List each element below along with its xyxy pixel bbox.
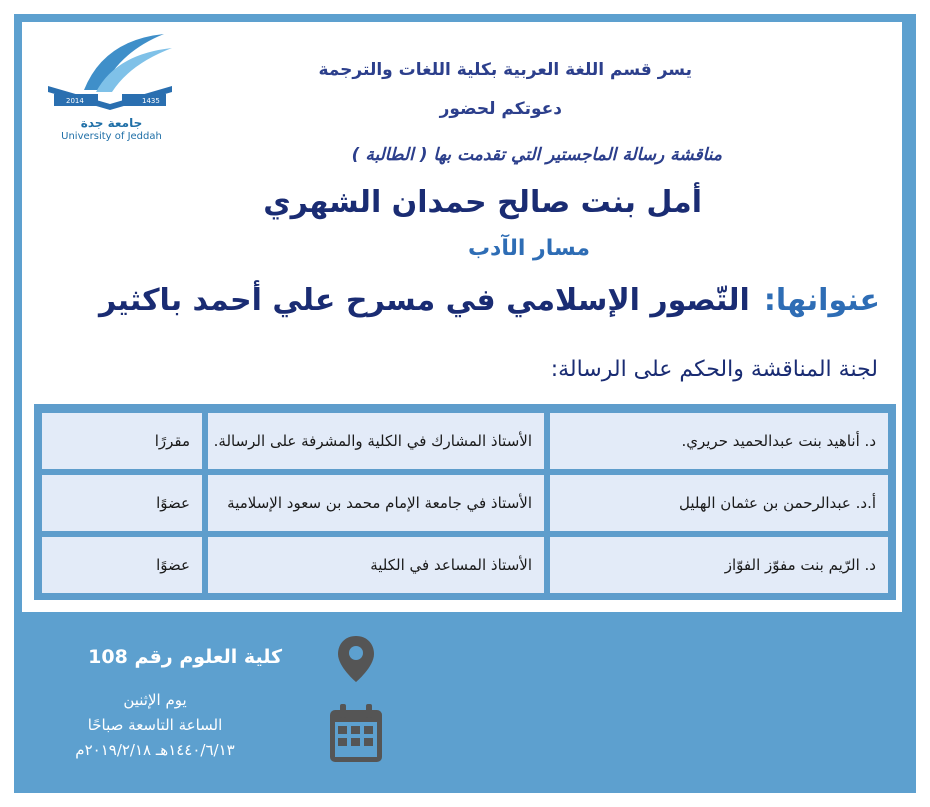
student-name: أمل بنت صالح حمدان الشهري	[263, 185, 702, 220]
thesis-title: التّصور الإسلامي في مسرح علي أحمد باكثير	[98, 283, 750, 318]
table-row	[42, 475, 888, 531]
member-role: عضوًا	[42, 475, 202, 531]
event-day: يوم الإثنين	[123, 691, 187, 709]
thesis-title-line	[99, 283, 880, 318]
location-pin-icon	[336, 634, 376, 684]
logo-english-name: University of Jeddah	[61, 131, 162, 142]
defense-line: مناقشة رسالة الماجستير التي تقدمت بها ( الطالبة )	[351, 145, 722, 165]
member-title: الأستاذ في جامعة الإمام محمد بن سعود الإسلامية	[208, 475, 544, 531]
event-date: ١٤٤٠/٦/١٣هـ ٢٠١٩/٢/١٨م	[75, 741, 235, 759]
track-label: مسار الآدب	[467, 236, 590, 261]
committee-table	[34, 404, 896, 600]
table-row	[42, 413, 888, 469]
department-line: يسر قسم اللغة العربية بكلية اللغات والترجمة	[318, 60, 692, 80]
table-row	[42, 537, 888, 593]
invite-line: دعوتكم لحضور	[439, 99, 562, 119]
logo-year-left: 2014	[66, 97, 84, 105]
thesis-title-label: عنوانها:	[763, 283, 880, 318]
committee-heading: لجنة المناقشة والحكم على الرسالة:	[550, 357, 878, 382]
logo-year-right: 1435	[142, 97, 160, 105]
member-role: مقررًا	[42, 413, 202, 469]
logo-arabic-name: جامعة جدة	[80, 116, 143, 130]
member-title: الأستاذ المساعد في الكلية	[208, 537, 544, 593]
logo-emblem-icon	[44, 30, 179, 120]
calendar-icon	[328, 702, 384, 764]
member-title: الأستاذ المشارك في الكلية والمشرفة على الرسالة.	[208, 413, 544, 469]
member-role: عضوًا	[42, 537, 202, 593]
university-logo	[44, 30, 179, 148]
event-location: كلية العلوم رقم 108	[88, 646, 282, 668]
event-schedule	[35, 688, 275, 763]
member-name: د. أناهيد بنت عبدالحميد حريري.	[550, 413, 888, 469]
event-time: الساعة التاسعة صباحًا	[87, 716, 223, 734]
member-name: أ.د. عبدالرحمن بن عثمان الهليل	[550, 475, 888, 531]
member-name: د. الرّيم بنت مفوّز الفوّاز	[550, 537, 888, 593]
